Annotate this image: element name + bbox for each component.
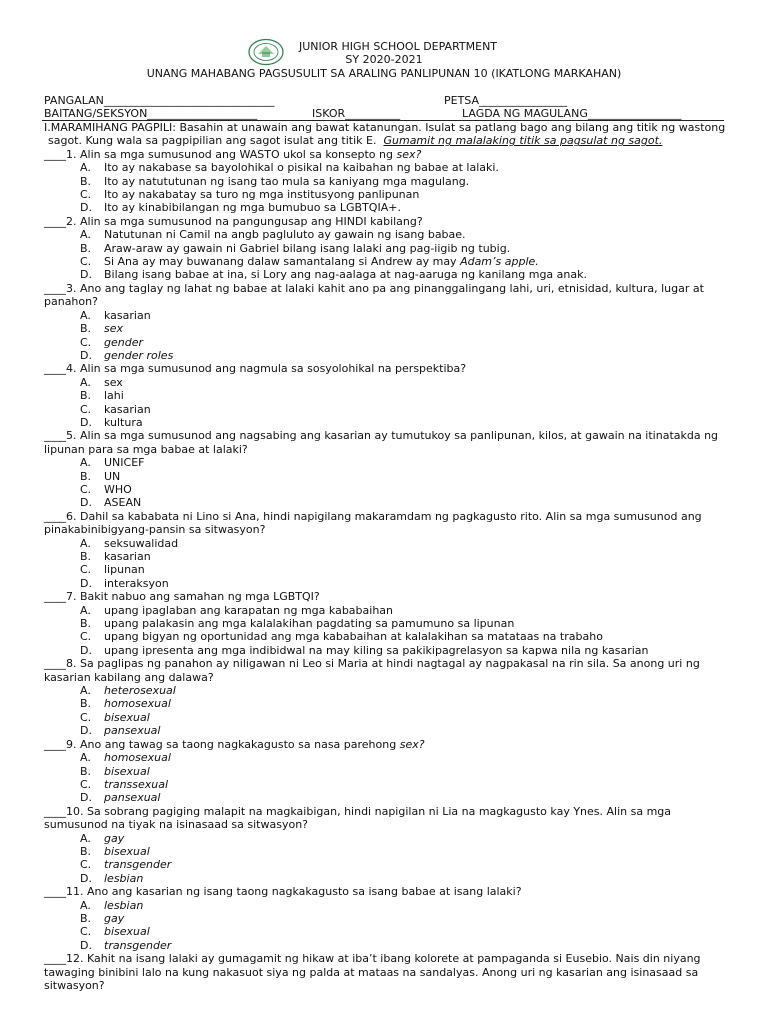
answer-option xyxy=(44,309,734,322)
option-letter: A. xyxy=(80,751,91,765)
question-item xyxy=(44,510,734,590)
question-prompt: Bakit nabuo ang samahan ng mga LGBTQI? xyxy=(80,590,320,604)
question-text xyxy=(44,590,734,603)
question-text xyxy=(44,510,734,537)
option-list xyxy=(44,832,734,886)
option-text xyxy=(104,912,124,925)
answer-option xyxy=(44,644,734,657)
answer-option xyxy=(44,550,734,563)
option-letter: B. xyxy=(80,174,92,188)
answer-option xyxy=(44,188,734,201)
option-text: upang palakasin ang mga kalalakihan pagdating sa pamumuno sa lipunan xyxy=(104,617,515,631)
student-info-row-1 xyxy=(44,94,744,107)
option-text xyxy=(104,765,150,778)
answer-option xyxy=(44,604,734,617)
answer-option xyxy=(44,389,734,402)
option-text-italic: homosexual xyxy=(104,697,171,711)
option-text-italic: gender xyxy=(104,335,143,349)
option-text-italic: lesbian xyxy=(104,898,144,912)
option-text: Natutunan ni Camil na angb pagluluto ay gawain ng isang babae. xyxy=(104,228,466,242)
option-text: seksuwalidad xyxy=(104,536,179,550)
option-text xyxy=(104,858,171,871)
exam-title: UNANG MAHABANG PAGSUSULIT SA ARALING PANLIPUNAN 10 (IKATLONG MARKAHAN) xyxy=(146,67,622,80)
answer-blank[interactable]: ____7. xyxy=(44,590,80,604)
option-list xyxy=(44,899,734,953)
option-letter: B. xyxy=(80,617,92,631)
option-letter: D. xyxy=(80,268,92,282)
question-prompt: Ano ang kasarian ng isang taong nagkakagusto sa isang babae at isang lalaki? xyxy=(87,885,522,899)
option-text xyxy=(104,711,150,724)
question-prompt-italic: sex? xyxy=(399,737,425,751)
option-text xyxy=(104,832,124,845)
option-letter: B. xyxy=(80,389,92,403)
answer-option xyxy=(44,201,734,214)
question-item xyxy=(44,805,734,885)
question-text xyxy=(44,738,734,751)
option-text xyxy=(104,697,171,710)
question-text xyxy=(44,952,734,992)
option-text xyxy=(104,791,160,804)
option-text xyxy=(104,336,143,349)
instructions-text: I.MARAMIHANG PAGPILI: Basahin at unawain ang bawat katanungan. Isulat sa patlang bago ang bilang ang titik ng wastong sagot. Kung wala sa pagpipilian ang sagot isulat ang titik E. xyxy=(44,121,726,148)
answer-blank[interactable]: ____6. xyxy=(44,509,80,523)
option-text: upang ipaglaban ang karapatan ng mga kababaihan xyxy=(104,603,394,617)
answer-option xyxy=(44,161,734,174)
option-text: UNICEF xyxy=(104,456,145,470)
option-text-italic: gay xyxy=(104,831,125,845)
option-letter: B. xyxy=(80,764,92,778)
answer-option xyxy=(44,577,734,590)
option-text: Araw-araw ay gawain ni Gabriel bilang isang lalaki ang pag-iigib ng tubig. xyxy=(104,241,511,255)
option-letter: C. xyxy=(80,777,92,791)
answer-option xyxy=(44,496,734,509)
option-text-italic: bisexual xyxy=(104,764,150,778)
option-letter: C. xyxy=(80,335,92,349)
question-item xyxy=(44,885,734,952)
option-text-italic: heterosexual xyxy=(104,684,176,698)
question-item xyxy=(44,429,734,509)
answer-blank[interactable]: ____8. xyxy=(44,657,80,671)
option-letter: C. xyxy=(80,710,92,724)
option-text xyxy=(104,845,150,858)
option-letter: D. xyxy=(80,576,92,590)
option-letter: A. xyxy=(80,308,91,322)
option-letter: D. xyxy=(80,201,92,215)
option-text xyxy=(104,939,171,952)
option-letter: A. xyxy=(80,684,91,698)
option-letter: C. xyxy=(80,858,92,872)
answer-option xyxy=(44,242,734,255)
option-letter: B. xyxy=(80,844,92,858)
answer-option xyxy=(44,483,734,496)
option-letter: D. xyxy=(80,791,92,805)
option-text: Ito ay nakabatay sa turo ng mga institusyong panlipunan xyxy=(104,188,420,202)
answer-option xyxy=(44,456,734,469)
option-text: Ito ay natututunan ng isang tao mula sa kaniyang mga magulang. xyxy=(104,174,470,188)
answer-blank[interactable]: ____11. xyxy=(44,885,87,899)
option-letter: D. xyxy=(80,496,92,510)
option-letter: C. xyxy=(80,402,92,416)
option-text: upang bigyan ng oportunidad ang mga kababaihan at kalalakihan sa matataas na trabaho xyxy=(104,630,603,644)
option-letter: D. xyxy=(80,724,92,738)
option-letter: D. xyxy=(80,938,92,952)
date-field[interactable]: PETSA________________ xyxy=(444,94,568,107)
option-text-italic: transgender xyxy=(104,858,172,872)
question-text xyxy=(44,429,734,456)
option-list xyxy=(44,604,734,658)
option-text: Ito ay kinabibilangan ng mga bumubuo sa LGBTQIA+. xyxy=(104,201,401,215)
answer-option xyxy=(44,376,734,389)
answer-option xyxy=(44,872,734,885)
answer-option xyxy=(44,563,734,576)
question-prompt: Alin sa mga sumusunod ang WASTO ukol sa konsepto ng xyxy=(80,147,397,161)
option-letter: B. xyxy=(80,697,92,711)
option-text: lipunan xyxy=(104,563,145,577)
answer-blank[interactable]: ____10. xyxy=(44,804,87,818)
option-text: kasarian xyxy=(104,402,151,416)
option-text: interaksyon xyxy=(104,576,169,590)
answer-option xyxy=(44,845,734,858)
option-list xyxy=(44,161,734,215)
question-prompt: Sa sobrang pagiging malapit na magkaibigan, hindi napigilan ni Lia na magkagusto kay Ynes. Alin sa mga sumusunod na tiyak na isinasaad sa sitwasyon? xyxy=(44,804,672,832)
question-text xyxy=(44,362,734,375)
option-text: Ito ay nakabase sa bayolohikal o pisikal na kaibahan ng babae at lalaki. xyxy=(104,161,499,175)
option-text xyxy=(104,684,176,697)
option-text-italic: bisexual xyxy=(104,710,150,724)
question-prompt: Alin sa mga sumusunod ang nagsabing ang kasarian ay tumutukoy sa panlipunan, kilos, at gawain na itinatakda ng lipunan para sa mga babae at lalaki? xyxy=(44,429,719,456)
question-prompt: Kahit na isang lalaki ay gumagamit ng hikaw at iba’t ibang kolorete at pampaganda si Eusebio. Nais din niyang tawaging binibini lalo na kung nakasuot siya ng palda at mataas na sandalyas. Anong uri ng kasarian ang isinasaad sa sitwasyon? xyxy=(44,952,701,992)
document-header xyxy=(0,40,768,80)
question-prompt-italic: sex? xyxy=(396,147,422,161)
option-text xyxy=(104,778,168,791)
option-text xyxy=(104,349,173,362)
question-prompt: Sa paglipas ng panahon ay niligawan ni Leo si Maria at hindi nagtagal ay nagpakasal na rin sila. Sa anong uri ng kasarian kabilang ang dalawa? xyxy=(44,657,700,684)
option-letter: C. xyxy=(80,630,92,644)
option-text: lahi xyxy=(104,389,124,403)
answer-option xyxy=(44,470,734,483)
exam-body xyxy=(44,121,734,992)
option-letter: C. xyxy=(80,482,92,496)
option-list xyxy=(44,376,734,430)
answer-blank[interactable]: ____3. xyxy=(44,281,80,295)
option-text xyxy=(104,925,150,938)
answer-option xyxy=(44,791,734,804)
option-text-italic: transgender xyxy=(104,938,172,952)
question-item xyxy=(44,282,734,362)
option-letter: A. xyxy=(80,898,91,912)
question-prompt: Alin sa mga sumusunod ang nagmula sa sosyolohikal na perspektiba? xyxy=(80,362,467,376)
option-letter: B. xyxy=(80,322,92,336)
option-text-italic: Adam’s apple. xyxy=(460,255,539,269)
question-text xyxy=(44,885,734,898)
answer-option xyxy=(44,697,734,710)
option-letter: D. xyxy=(80,415,92,429)
question-prompt: Dahil sa kababata ni Lino si Ana, hindi napigilang makaramdam ng pagkagusto rito. Alin sa mga sumusunod ang pinakabinibigyang-pansin sa sitwasyon? xyxy=(44,509,702,537)
option-text xyxy=(104,872,143,885)
question-item xyxy=(44,738,734,805)
answer-option xyxy=(44,336,734,349)
question-item xyxy=(44,148,734,215)
option-text: UN xyxy=(104,469,121,483)
option-text-italic: pansexual xyxy=(104,791,161,805)
answer-option xyxy=(44,630,734,643)
question-prompt: Ano ang taglay ng lahat ng babae at lalaki kahit ano pa ang pinanggalingang lahi, uri, etnisidad, kultura, lugar at panahon? xyxy=(44,281,704,309)
option-text-italic: sex xyxy=(104,322,124,336)
name-field[interactable]: PANGALAN_______________________________ xyxy=(44,94,275,107)
option-text: upang ipresenta ang mga indibidwal na may kiling sa pakikipagrelasyon sa kapwa nila ng kasarian xyxy=(104,643,649,657)
option-text: kasarian xyxy=(104,550,151,563)
option-text xyxy=(104,322,123,335)
option-text-italic: homosexual xyxy=(104,751,171,765)
answer-option xyxy=(44,349,734,362)
option-text-italic: gay xyxy=(104,911,125,925)
answer-blank[interactable]: ____9. xyxy=(44,737,80,751)
answer-blank[interactable]: ____1. xyxy=(44,147,80,161)
option-letter: C. xyxy=(80,255,92,269)
option-text: kultura xyxy=(104,415,143,429)
answer-blank[interactable]: ____4. xyxy=(44,362,80,376)
answer-option xyxy=(44,175,734,188)
answer-option xyxy=(44,858,734,871)
option-text-italic: lesbian xyxy=(104,871,144,885)
instructions-note: Gumamit ng malalaking titik sa pagsulat ng sagot. xyxy=(383,134,663,148)
option-text: sex xyxy=(104,375,123,389)
question-text xyxy=(44,657,734,684)
parent-signature-field[interactable]: LAGDA NG MAGULANG_________________ xyxy=(462,107,682,120)
option-list xyxy=(44,456,734,510)
question-item xyxy=(44,215,734,282)
option-list xyxy=(44,537,734,591)
answer-option xyxy=(44,617,734,630)
answer-option xyxy=(44,778,734,791)
answer-option xyxy=(44,403,734,416)
option-letter: A. xyxy=(80,831,91,845)
answer-option xyxy=(44,899,734,912)
question-text xyxy=(44,148,734,161)
answer-blank[interactable]: ____2. xyxy=(44,214,80,228)
option-list xyxy=(44,684,734,738)
answer-option xyxy=(44,255,734,268)
option-letter: B. xyxy=(80,469,92,483)
department-name: JUNIOR HIGH SCHOOL DEPARTMENT xyxy=(298,40,498,53)
option-text-italic: bisexual xyxy=(104,844,150,858)
answer-option xyxy=(44,912,734,925)
option-text xyxy=(104,724,160,737)
option-text: Si Ana ay may buwanang dalaw samantalang si Andrew ay may Adam’s apple. xyxy=(104,255,539,269)
answer-option xyxy=(44,537,734,550)
question-list xyxy=(44,148,734,993)
option-letter: A. xyxy=(80,456,91,470)
option-text-italic: pansexual xyxy=(104,724,161,738)
option-letter: D. xyxy=(80,348,92,362)
option-letter: A. xyxy=(80,228,91,242)
option-list xyxy=(44,309,734,363)
option-text: Bilang isang babae at ina, si Lory ang nag-aalaga at nag-aaruga ng kanilang mga anak. xyxy=(104,268,587,282)
option-letter: D. xyxy=(80,643,92,657)
option-text: ASEAN xyxy=(104,496,142,510)
option-letter: B. xyxy=(80,241,92,255)
answer-option xyxy=(44,765,734,778)
question-prompt: Alin sa mga sumusunod na pangungusap ang HINDI kabilang? xyxy=(80,214,423,228)
student-info-row-2 xyxy=(44,107,744,120)
option-letter: D. xyxy=(80,871,92,885)
section-field[interactable]: BAITANG/SEKSYON____________________ xyxy=(44,107,258,120)
answer-option xyxy=(44,322,734,335)
question-item xyxy=(44,362,734,429)
option-letter: C. xyxy=(80,188,92,202)
option-text-italic: transsexual xyxy=(104,777,169,791)
option-letter: A. xyxy=(80,536,91,550)
option-text: kasarian xyxy=(104,308,151,322)
question-item xyxy=(44,590,734,657)
option-text: WHO xyxy=(104,482,132,496)
answer-option xyxy=(44,925,734,938)
option-letter: C. xyxy=(80,925,92,939)
answer-option xyxy=(44,268,734,281)
option-text xyxy=(104,899,143,912)
score-field[interactable]: ISKOR__________ xyxy=(312,107,401,120)
option-letter: A. xyxy=(80,603,91,617)
question-item xyxy=(44,952,734,992)
answer-option xyxy=(44,416,734,429)
option-list xyxy=(44,751,734,805)
answer-option xyxy=(44,724,734,737)
option-letter: B. xyxy=(80,550,92,563)
option-letter: A. xyxy=(80,161,91,175)
question-text xyxy=(44,215,734,228)
question-item xyxy=(44,657,734,737)
option-letter: C. xyxy=(80,563,92,577)
question-text xyxy=(44,282,734,309)
answer-option xyxy=(44,711,734,724)
answer-blank[interactable]: ____12. xyxy=(44,952,87,966)
option-text xyxy=(104,751,171,764)
answer-option xyxy=(44,228,734,241)
answer-option xyxy=(44,751,734,764)
option-list xyxy=(44,228,734,282)
option-letter: B. xyxy=(80,911,92,925)
school-year: SY 2020-2021 xyxy=(345,53,423,66)
instructions xyxy=(44,121,734,148)
answer-blank[interactable]: ____5. xyxy=(44,429,80,443)
option-text-italic: bisexual xyxy=(104,925,150,939)
answer-option xyxy=(44,832,734,845)
question-text xyxy=(44,805,734,832)
answer-option xyxy=(44,939,734,952)
option-text-italic: gender roles xyxy=(104,348,174,362)
option-letter: A. xyxy=(80,375,91,389)
question-prompt: Ano ang tawag sa taong nagkakagusto sa nasa parehong xyxy=(80,737,400,751)
answer-option xyxy=(44,684,734,697)
